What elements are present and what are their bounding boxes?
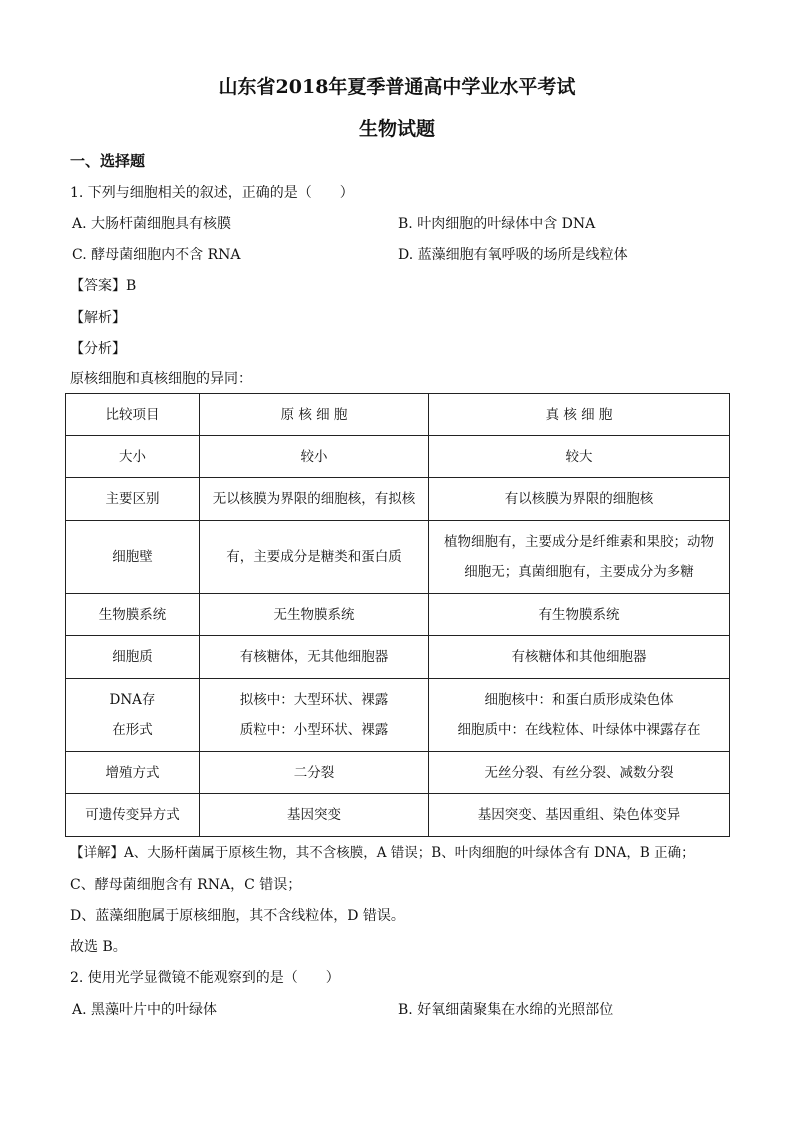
- table-cell: [429, 521, 730, 594]
- detail-paragraph-line: D、蓝藻细胞属于原核细胞，其不含线粒体，D 错误。: [70, 908, 405, 924]
- table-cell: 有以核膜为界限的细胞核: [429, 478, 730, 521]
- detail-paragraph-line: 【详解】A、大肠杆菌属于原核生物，其不含核膜，A 错误；B、叶肉细胞的叶绿体含有 DNA，B 正确；: [70, 845, 695, 861]
- cell-line: 细胞质中：在线粒体、叶绿体中裸露存在: [457, 722, 701, 738]
- table-cell: 细胞质: [66, 636, 200, 679]
- table-header-cell: 比较项目: [66, 394, 200, 436]
- question-1-stem: 1. 下列与细胞相关的叙述，正确的是（ ）: [70, 185, 354, 201]
- cell-line: 细胞核中：和蛋白质形成染色体: [484, 692, 674, 708]
- table-cell: 有，主要成分是糖类和蛋白质: [200, 521, 429, 594]
- table-cell: 基因突变: [200, 794, 429, 837]
- document-subtitle: 生物试题: [358, 118, 435, 140]
- cell-line: 拟核中：大型环状、裸露: [239, 692, 389, 708]
- table-row: [66, 478, 730, 521]
- table-cell: 有生物膜系统: [429, 594, 730, 636]
- table-cell: 有核糖体，无其他细胞器: [200, 636, 429, 679]
- cell-line: 植物细胞有，主要成分是纤维素和果胶；动物: [444, 534, 714, 550]
- table-cell: 增殖方式: [66, 752, 200, 794]
- table-cell: 无以核膜为界限的细胞核，有拟核: [200, 478, 429, 521]
- table-header-row: [66, 394, 730, 436]
- table-row: [66, 636, 730, 679]
- document-title: 山东省2018年夏季普通高中学业水平考试: [218, 76, 576, 98]
- question-2-stem: 2. 使用光学显微镜不能观察到的是（ ）: [70, 970, 340, 986]
- fenxi-label: 【分析】: [70, 341, 126, 357]
- table-row: [66, 436, 730, 478]
- section-heading: 一、选择题: [70, 152, 146, 170]
- detail-paragraph-line: C、酵母菌细胞含有 RNA，C 错误；: [70, 877, 302, 893]
- table-row: [66, 594, 730, 636]
- table-row: [66, 752, 730, 794]
- table-cell: 无丝分裂、有丝分裂、减数分裂: [429, 752, 730, 794]
- table-cell: 较小: [200, 436, 429, 478]
- table-cell: 主要区别: [66, 478, 200, 521]
- table-header-cell: 原 核 细 胞: [200, 394, 429, 436]
- comparison-table: [65, 393, 730, 837]
- table-cell: 二分裂: [200, 752, 429, 794]
- conclusion-text: 故选 B。: [70, 939, 127, 955]
- cell-line: 在形式: [112, 722, 153, 738]
- table-row: [66, 679, 730, 752]
- q2-option-b: B. 好氧细菌聚集在水绵的光照部位: [398, 1002, 614, 1018]
- q1-option-a: A. 大肠杆菌细胞具有核膜: [72, 216, 232, 232]
- cell-line: 细胞无；真菌细胞有，主要成分为多糖: [464, 564, 694, 580]
- table-cell: [200, 679, 429, 752]
- q1-option-b: B. 叶肉细胞的叶绿体中含 DNA: [398, 216, 596, 232]
- q1-option-c: C. 酵母菌细胞内不含 RNA: [72, 247, 241, 263]
- q1-option-d: D. 蓝藻细胞有氧呼吸的场所是线粒体: [398, 247, 628, 263]
- answer-label: 【答案】B: [70, 278, 137, 294]
- table-header-cell: 真 核 细 胞: [429, 394, 730, 436]
- table-cell: 基因突变、基因重组、染色体变异: [429, 794, 730, 837]
- table-cell: [429, 679, 730, 752]
- table-intro: 原核细胞和真核细胞的异同：: [70, 371, 252, 387]
- table-cell: 有核糖体和其他细胞器: [429, 636, 730, 679]
- table-cell: 可遗传变异方式: [66, 794, 200, 837]
- analysis-label: 【解析】: [70, 310, 126, 326]
- table-cell: [66, 679, 200, 752]
- cell-line: DNA存: [109, 692, 156, 708]
- table-cell: 较大: [429, 436, 730, 478]
- table-cell: 细胞壁: [66, 521, 200, 594]
- table-cell: 大小: [66, 436, 200, 478]
- cell-line: 质粒中：小型环状、裸露: [239, 722, 389, 738]
- table-row: [66, 521, 730, 594]
- table-cell: 无生物膜系统: [200, 594, 429, 636]
- table-cell: 生物膜系统: [66, 594, 200, 636]
- table-row: [66, 794, 730, 837]
- q2-option-a: A. 黑藻叶片中的叶绿体: [72, 1002, 218, 1018]
